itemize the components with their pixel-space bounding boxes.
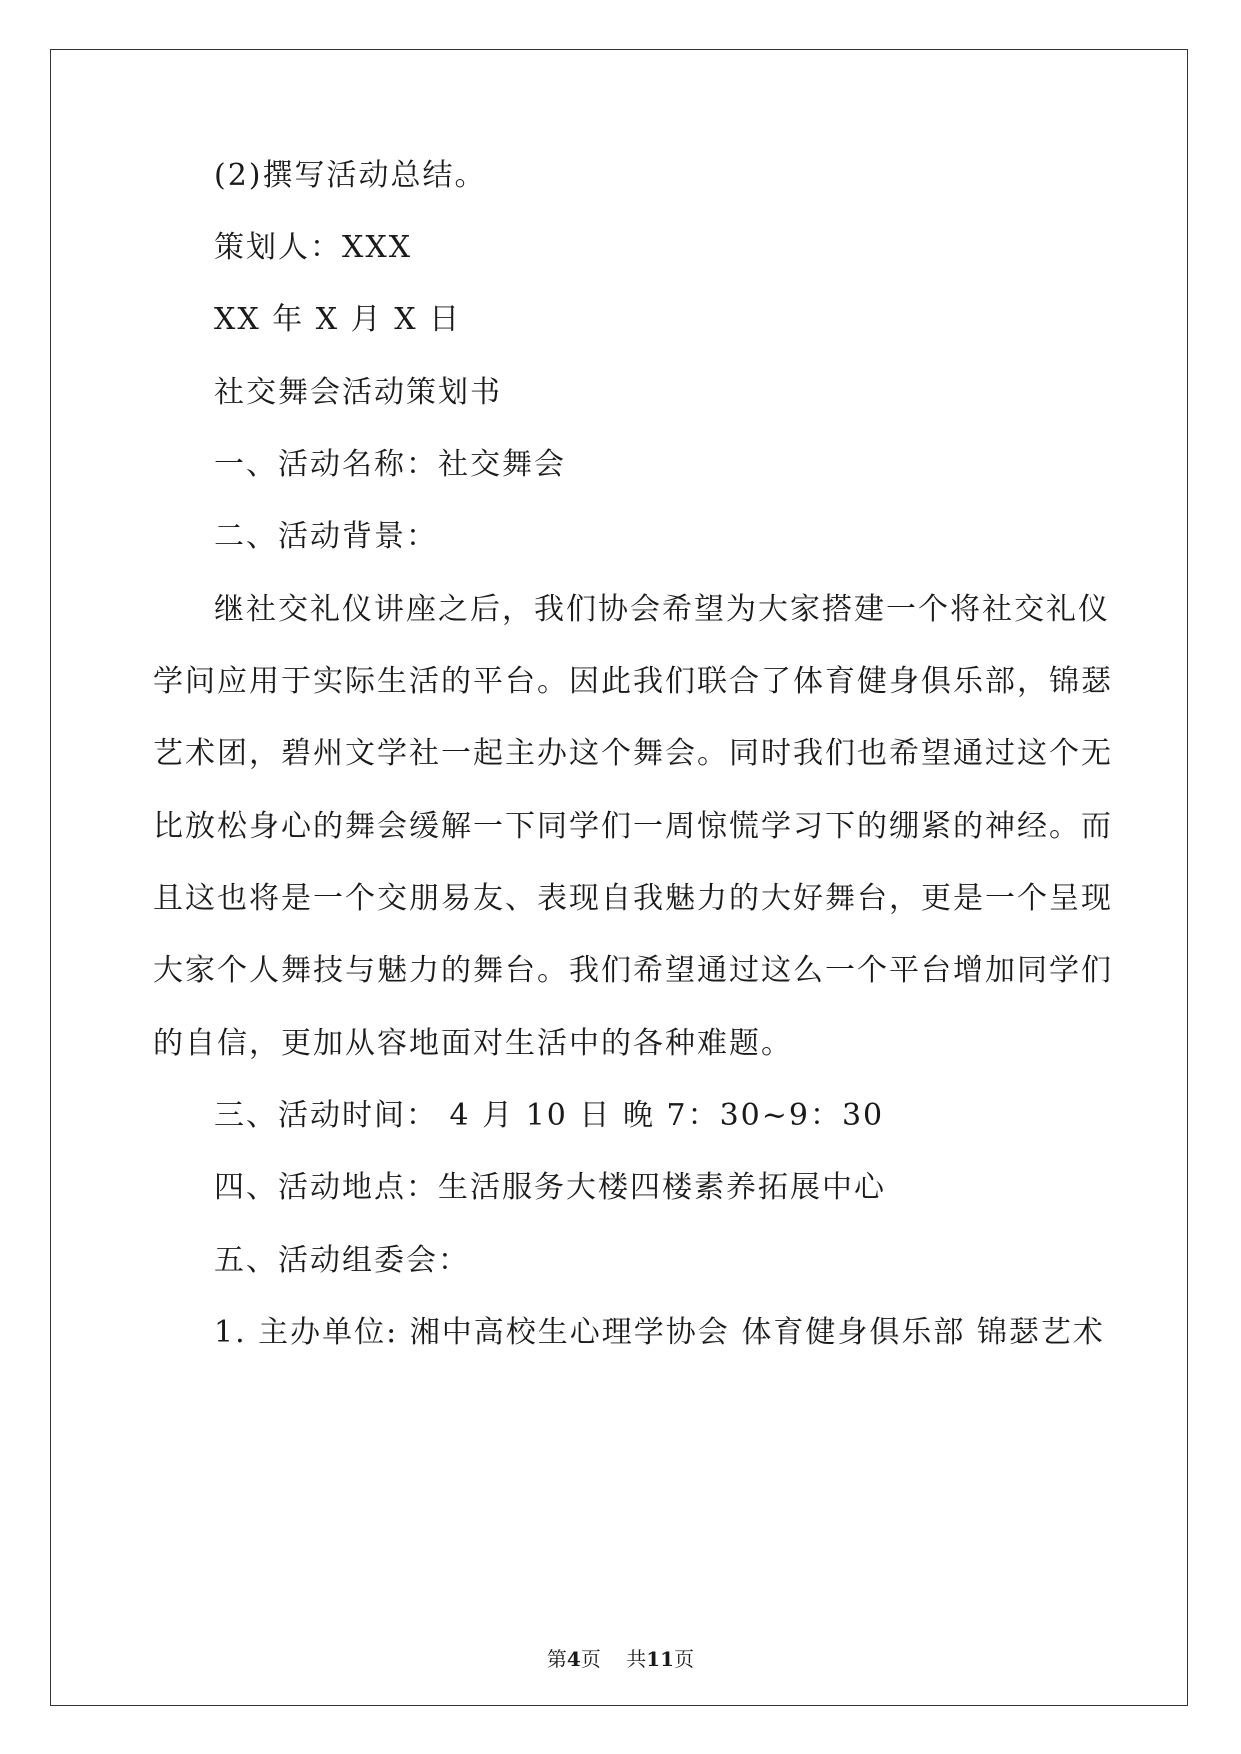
text-line: XX 年 X 月 X 日 xyxy=(214,302,462,337)
paragraph-line: 且这也将是一个交朋易友、表现自我魅力的大好舞台，更是一个呈现 xyxy=(153,881,1113,916)
text-line: 策划人：XXX xyxy=(214,230,413,265)
paragraph-line: 继社交礼仪讲座之后，我们协会希望为大家搭建一个将社交礼仪 xyxy=(214,592,1110,627)
text-line: (2)撰写活动总结。 xyxy=(214,158,487,193)
paragraph-line: 大家个人舞技与魅力的舞台。我们希望通过这么一个平台增加同学们 xyxy=(153,953,1113,988)
paragraph-line: 艺术团，碧州文学社一起主办这个舞会。同时我们也希望通过这个无 xyxy=(153,736,1113,771)
section-heading: 二、活动背景： xyxy=(214,519,438,554)
section-heading: 三、活动时间： 4 月 10 日 晚 7：30~9：30 xyxy=(214,1098,885,1133)
footer-page-number: 4 xyxy=(566,1647,581,1671)
footer-mid: 页 共 xyxy=(580,1647,647,1671)
paragraph-line: 比放松身心的舞会缓解一下同学们一周惊慌学习下的绷紧的神经。而 xyxy=(153,809,1113,844)
section-heading: 一、活动名称：社交舞会 xyxy=(214,447,566,482)
section-heading: 五、活动组委会： xyxy=(214,1243,470,1278)
section-heading: 四、活动地点：生活服务大楼四楼素养拓展中心 xyxy=(214,1170,886,1205)
footer-total-pages: 11 xyxy=(646,1647,675,1671)
page-footer xyxy=(0,1646,1241,1672)
list-item: 1. 主办单位: 湘中高校生心理学协会 体育健身俱乐部 锦瑟艺术 xyxy=(214,1315,1105,1350)
footer-suffix: 页 xyxy=(674,1647,695,1671)
footer-prefix: 第 xyxy=(546,1647,567,1671)
document-subtitle: 社交舞会活动策划书 xyxy=(214,375,502,410)
page-border xyxy=(50,49,1188,1706)
paragraph-line: 的自信，更加从容地面对生活中的各种难题。 xyxy=(153,1026,793,1061)
paragraph-line: 学问应用于实际生活的平台。因此我们联合了体育健身俱乐部，锦瑟 xyxy=(153,664,1113,699)
